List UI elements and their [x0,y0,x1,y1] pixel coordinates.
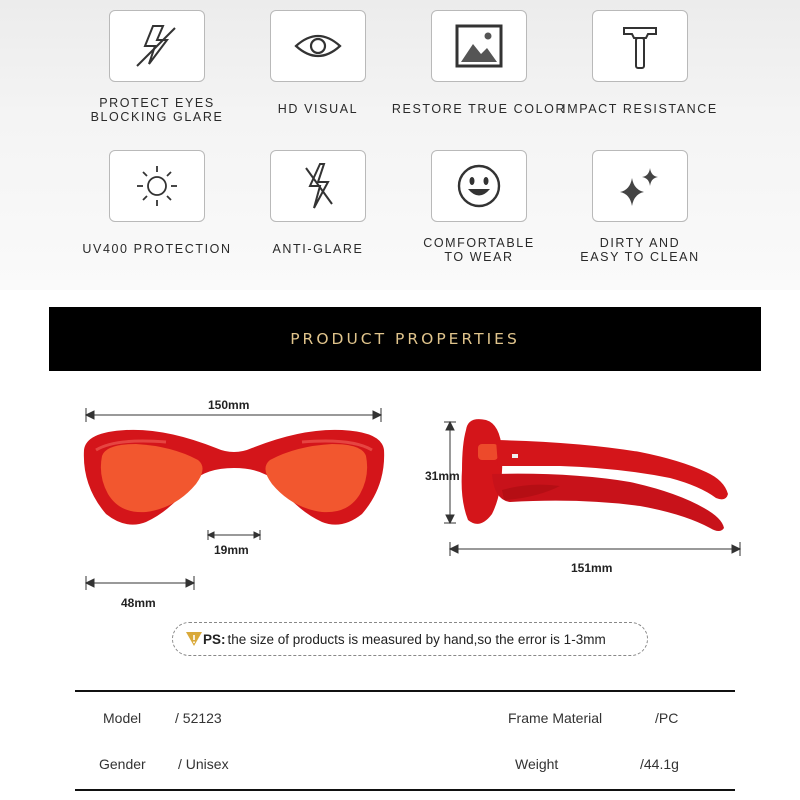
gender-label: Gender [99,756,146,772]
mountain-image-icon [451,18,507,74]
weight-value: /44.1g [640,756,679,772]
temple-length-arrow [450,542,740,556]
spec-row [75,738,735,784]
feature-icon-box [431,150,527,222]
feature-impact [550,10,730,116]
lightning-slash-icon [290,158,346,214]
glasses-front-view [76,390,396,620]
model-value: / 52123 [175,710,222,726]
feature-label: DIRTY AND EASY TO CLEAN [580,236,700,264]
frame-material-label: Frame Material [508,710,603,726]
smiley-icon [451,158,507,214]
feature-label: COMFORTABLE TO WEAR [423,236,535,264]
feature-label: RESTORE TRUE COLOR [391,102,567,116]
temple-length-label: 151mm [571,561,613,575]
feature-icon-box [270,150,366,222]
feature-hd-visual [228,10,408,116]
spec-table [75,690,735,791]
feature-icon-box [109,10,205,82]
feature-icon-box [431,10,527,82]
gender-value: / Unisex [178,756,229,772]
model-label: Model [103,710,142,726]
measurement-note [172,622,648,656]
frame-material-value: /PC [655,710,679,726]
feature-icon-box [270,10,366,82]
side-frame-front [462,419,503,524]
bridge-label: 19mm [214,543,249,557]
feature-easy-clean [550,150,730,264]
feature-label: PROTECT EYES BLOCKING GLARE [90,96,224,124]
weight-label: Weight [515,756,559,772]
feature-icon-box [109,150,205,222]
note-text: the size of products is measured by hand,so the error is 1-3mm [227,631,606,647]
features-section [0,0,800,290]
lens-width-label: 48mm [121,596,156,610]
eye-icon [290,18,346,74]
sparkle-icon [612,158,668,214]
banner-title: PRODUCT PROPERTIES [290,330,520,348]
feature-icon-box [592,150,688,222]
warning-icon [185,631,203,647]
note-prefix: PS: [203,631,226,647]
lens-height-label: 31mm [425,469,460,483]
feature-restore-color [389,10,569,116]
feature-label: UV400 PROTECTION [82,242,232,256]
product-properties-banner [49,307,761,371]
feature-uv400 [67,150,247,256]
glasses-side-view [440,410,750,570]
table-bottom-line [75,789,735,791]
feature-comfortable [389,150,569,264]
feature-label: IMPACT RESISTANCE [562,102,718,116]
bridge-arrow [208,530,260,540]
feature-protect-eyes [67,10,247,124]
spec-row [75,692,735,738]
feature-label: HD VISUAL [277,102,359,116]
feature-icon-box [592,10,688,82]
feature-label: ANTI-GLARE [272,242,364,256]
feature-anti-glare [228,150,408,256]
hammer-icon [612,18,668,74]
lens-width-arrow [86,576,194,590]
sun-icon [129,158,185,214]
total-width-label: 150mm [208,398,250,412]
lightning-slash-icon [129,18,185,74]
